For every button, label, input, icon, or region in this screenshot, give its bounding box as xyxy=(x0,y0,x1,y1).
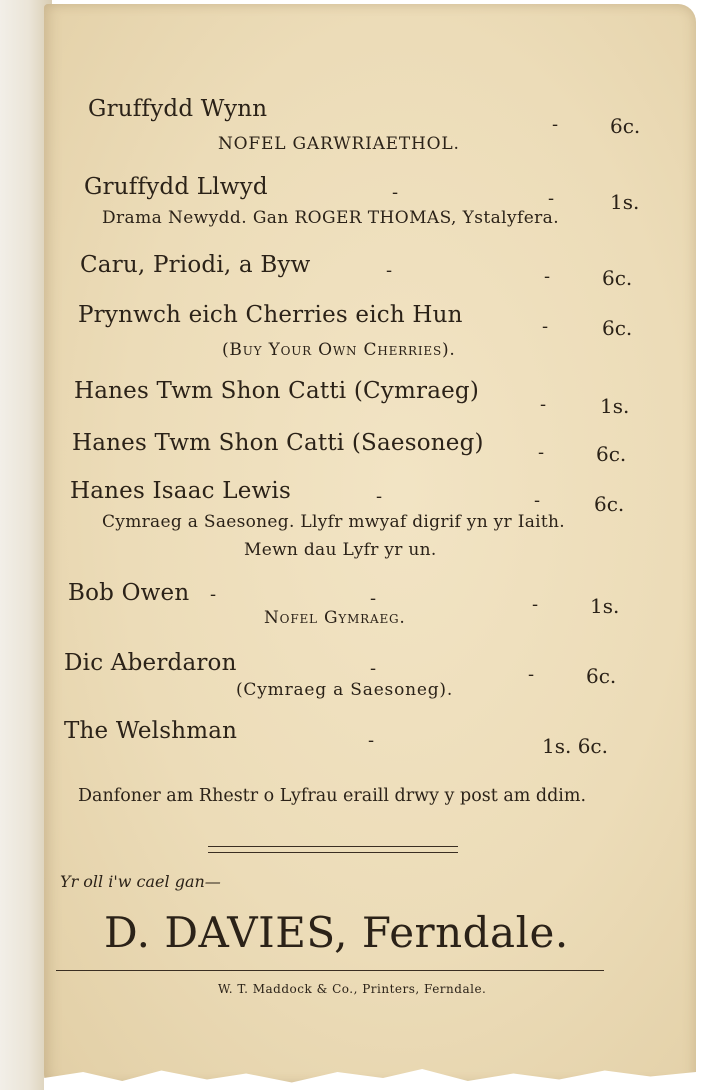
leader-dash: - xyxy=(368,730,375,751)
divider-top xyxy=(208,846,458,847)
entry-price: 1s. xyxy=(610,190,640,214)
leader-dash: - xyxy=(548,188,555,209)
leader-dash: - xyxy=(542,316,549,337)
entry-title-gruffydd-llwyd: Gruffydd Llwyd xyxy=(84,174,268,200)
leader-dash: - xyxy=(538,442,545,463)
leader-dash: - xyxy=(392,182,399,203)
leader-dash: - xyxy=(552,114,559,135)
divider-bottom xyxy=(208,852,458,853)
leader-dash: - xyxy=(210,584,217,605)
publisher-name: D. DAVIES, Ferndale. xyxy=(104,908,569,957)
entry-subtitle: (Cymraeg a Saesoneg). xyxy=(236,680,454,700)
entry-subtitle-2: Mewn dau Lyfr yr un. xyxy=(244,540,437,560)
entry-subtitle: (Buy Your Own Cherries). xyxy=(222,340,456,360)
entry-subtitle: Drama Newydd. Gan ROGER THOMAS, Ystalyfera. xyxy=(102,208,560,228)
entry-price: 6c. xyxy=(586,664,617,688)
entry-subtitle: Nofel Gymraeg. xyxy=(264,608,406,628)
available-from-label: Yr oll i'w cael gan— xyxy=(60,872,221,891)
entry-title-dic-aberdaron: Dic Aberdaron xyxy=(64,650,237,676)
entry-title-the-welshman: The Welshman xyxy=(64,718,238,744)
entry-price: 1s. 6c. xyxy=(542,734,608,758)
entry-price: 6c. xyxy=(610,114,641,138)
leader-dash: - xyxy=(376,486,383,507)
leader-dash: - xyxy=(532,594,539,615)
entry-price: 6c. xyxy=(596,442,627,466)
leader-dash: - xyxy=(534,490,541,511)
leader-dash: - xyxy=(544,266,551,287)
entry-title-prynwch-cherries: Prynwch eich Cherries eich Hun xyxy=(78,302,463,328)
footer-rule xyxy=(56,970,604,971)
entry-title-twm-cymraeg: Hanes Twm Shon Catti (Cymraeg) xyxy=(74,378,480,404)
entry-title-twm-saesoneg: Hanes Twm Shon Catti (Saesoneg) xyxy=(72,430,484,456)
entry-price: 1s. xyxy=(590,594,620,618)
entry-subtitle: Cymraeg a Saesoneg. Llyfr mwyaf digrif yn yr Iaith. xyxy=(102,512,565,532)
entry-price: 1s. xyxy=(600,394,630,418)
entry-price: 6c. xyxy=(594,492,625,516)
entry-subtitle: NOFEL GARWRIAETHOL. xyxy=(218,134,460,154)
printer-imprint: W. T. Maddock & Co., Printers, Ferndale. xyxy=(218,982,487,996)
entry-price: 6c. xyxy=(602,266,633,290)
entry-price: 6c. xyxy=(602,316,633,340)
leader-dash: - xyxy=(386,260,393,281)
leader-dash: - xyxy=(540,394,547,415)
entry-title-bob-owen: Bob Owen xyxy=(68,580,190,606)
entry-title-isaac-lewis: Hanes Isaac Lewis xyxy=(70,478,291,504)
leader-dash: - xyxy=(370,658,377,679)
leader-dash: - xyxy=(528,664,535,685)
entry-title-caru-priodi: Caru, Priodi, a Byw xyxy=(80,252,311,278)
leader-dash: - xyxy=(370,588,377,609)
postal-note: Danfoner am Rhestr o Lyfrau eraill drwy y post am ddim. xyxy=(78,786,587,806)
entry-title-gruffydd-wynn: Gruffydd Wynn xyxy=(88,96,268,122)
